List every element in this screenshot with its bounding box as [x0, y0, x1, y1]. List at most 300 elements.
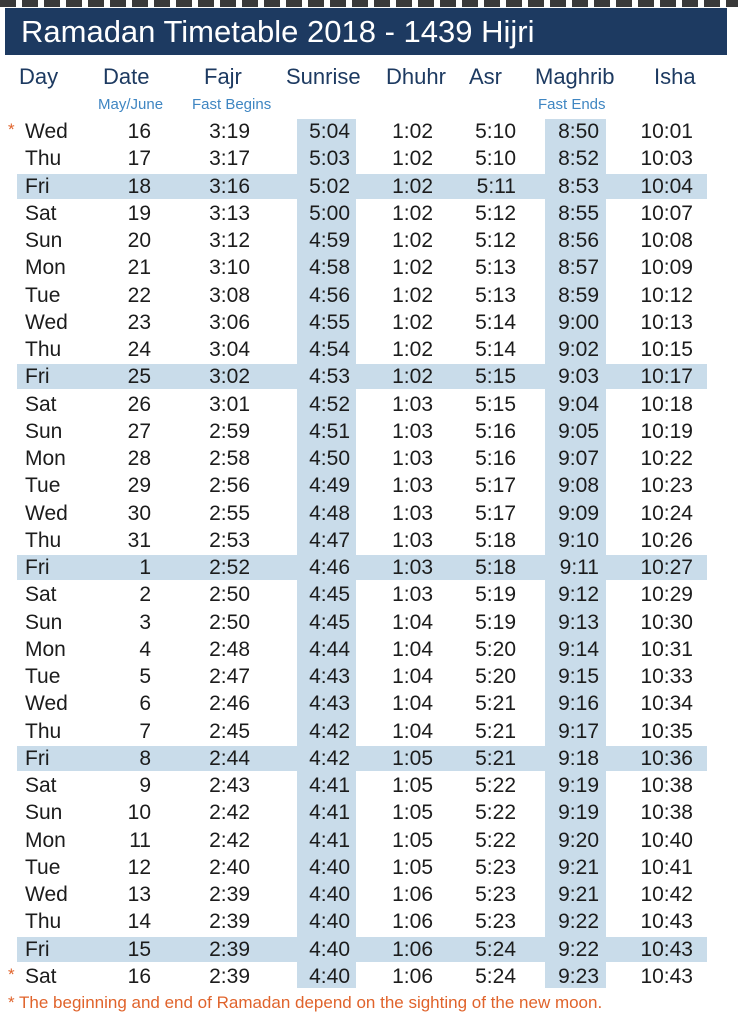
header-date: Date: [103, 64, 150, 89]
cell-dhuhr: 1:06: [392, 910, 433, 933]
cell-day: Sat: [25, 202, 57, 225]
cell-dhuhr: 1:03: [392, 556, 433, 579]
table-row: [0, 309, 738, 336]
cell-sunrise: 4:40: [309, 883, 350, 906]
cell-date: 18: [127, 175, 151, 198]
cell-fajr: 2:39: [209, 910, 250, 933]
cell-date: 9: [139, 774, 151, 797]
cell-fajr: 2:50: [209, 583, 250, 606]
cell-date: 25: [127, 365, 151, 388]
cell-date: 8: [139, 747, 151, 770]
cell-day: Wed: [25, 883, 68, 906]
cell-date: 7: [139, 720, 151, 743]
table-row: [0, 690, 738, 717]
note-marker: *: [8, 120, 15, 139]
top-edge-strip: [0, 0, 738, 7]
cell-maghrib: 9:02: [558, 338, 599, 361]
cell-isha: 10:41: [640, 856, 693, 879]
table-row: [0, 609, 738, 636]
table-row: [0, 636, 738, 663]
cell-sunrise: 4:42: [309, 720, 350, 743]
table-row: [0, 581, 738, 608]
cell-isha: 10:01: [640, 120, 693, 143]
cell-sunrise: 5:02: [309, 175, 350, 198]
cell-asr: 5:20: [475, 638, 516, 661]
cell-sunrise: 5:03: [309, 147, 350, 170]
cell-isha: 10:43: [640, 938, 693, 961]
cell-day: Tue: [25, 284, 61, 307]
table-row: [0, 745, 738, 772]
cell-fajr: 2:45: [209, 720, 250, 743]
cell-fajr: 2:39: [209, 965, 250, 988]
cell-sunrise: 4:40: [309, 910, 350, 933]
cell-fajr: 2:43: [209, 774, 250, 797]
cell-maghrib: 9:13: [558, 611, 599, 634]
cell-fajr: 2:56: [209, 474, 250, 497]
cell-isha: 10:36: [640, 747, 693, 770]
cell-isha: 10:35: [640, 720, 693, 743]
cell-fajr: 2:39: [209, 883, 250, 906]
cell-day: Mon: [25, 256, 66, 279]
cell-fajr: 3:13: [209, 202, 250, 225]
cell-maghrib: 9:05: [558, 420, 599, 443]
header-sunrise: Sunrise: [286, 64, 361, 89]
cell-dhuhr: 1:02: [392, 256, 433, 279]
cell-day: Fri: [25, 175, 50, 198]
cell-isha: 10:12: [640, 284, 693, 307]
cell-dhuhr: 1:04: [392, 638, 433, 661]
cell-fajr: 2:50: [209, 611, 250, 634]
cell-asr: 5:19: [475, 583, 516, 606]
cell-maghrib: 9:18: [558, 747, 599, 770]
cell-fajr: 3:04: [209, 338, 250, 361]
cell-dhuhr: 1:02: [392, 229, 433, 252]
cell-date: 20: [127, 229, 151, 252]
cell-sunrise: 4:45: [309, 611, 350, 634]
cell-date: 14: [127, 910, 151, 933]
cell-isha: 10:04: [640, 175, 693, 198]
cell-date: 31: [127, 529, 151, 552]
cell-asr: 5:20: [475, 665, 516, 688]
table-row: [0, 908, 738, 935]
cell-date: 4: [139, 638, 151, 661]
cell-date: 19: [127, 202, 151, 225]
table-row: [0, 145, 738, 172]
table-row: [0, 227, 738, 254]
table-row: [0, 554, 738, 581]
cell-maghrib: 9:04: [558, 393, 599, 416]
table-row: [0, 336, 738, 363]
cell-isha: 10:26: [640, 529, 693, 552]
cell-asr: 5:11: [476, 175, 516, 198]
cell-isha: 10:34: [640, 692, 693, 715]
cell-isha: 10:27: [640, 556, 693, 579]
cell-asr: 5:14: [475, 338, 516, 361]
cell-sunrise: 4:50: [309, 447, 350, 470]
cell-maghrib: 9:23: [558, 965, 599, 988]
cell-dhuhr: 1:03: [392, 474, 433, 497]
cell-isha: 10:09: [640, 256, 693, 279]
cell-dhuhr: 1:05: [392, 747, 433, 770]
cell-sunrise: 4:44: [309, 638, 350, 661]
cell-maghrib: 9:10: [558, 529, 599, 552]
cell-dhuhr: 1:02: [392, 175, 433, 198]
cell-dhuhr: 1:02: [392, 120, 433, 143]
page-title: Ramadan Timetable 2018 - 1439 Hijri: [21, 14, 535, 49]
cell-maghrib: 8:55: [558, 202, 599, 225]
cell-asr: 5:13: [475, 284, 516, 307]
cell-asr: 5:12: [475, 202, 516, 225]
cell-fajr: 2:48: [209, 638, 250, 661]
cell-maghrib: 9:14: [558, 638, 599, 661]
cell-maghrib: 9:03: [558, 365, 599, 388]
cell-fajr: 3:16: [209, 175, 250, 198]
cell-day: Mon: [25, 829, 66, 852]
cell-date: 16: [127, 965, 151, 988]
cell-date: 27: [127, 420, 151, 443]
cell-asr: 5:23: [475, 883, 516, 906]
cell-fajr: 2:42: [209, 801, 250, 824]
cell-day: Mon: [25, 447, 66, 470]
cell-isha: 10:08: [640, 229, 693, 252]
cell-sunrise: 4:43: [309, 665, 350, 688]
cell-asr: 5:22: [475, 829, 516, 852]
cell-dhuhr: 1:03: [392, 447, 433, 470]
cell-asr: 5:22: [475, 801, 516, 824]
cell-maghrib: 9:21: [558, 883, 599, 906]
cell-fajr: 3:17: [209, 147, 250, 170]
cell-asr: 5:22: [475, 774, 516, 797]
cell-isha: 10:42: [640, 883, 693, 906]
header-isha: Isha: [654, 64, 696, 89]
cell-isha: 10:24: [640, 502, 693, 525]
cell-fajr: 3:06: [209, 311, 250, 334]
table-row: [0, 445, 738, 472]
cell-sunrise: 4:59: [309, 229, 350, 252]
cell-maghrib: 9:19: [558, 774, 599, 797]
cell-sunrise: 4:51: [309, 420, 350, 443]
cell-dhuhr: 1:02: [392, 311, 433, 334]
cell-day: Thu: [25, 529, 62, 552]
cell-maghrib: 9:22: [558, 938, 599, 961]
cell-isha: 10:23: [640, 474, 693, 497]
table-row: [0, 854, 738, 881]
cell-day: Tue: [25, 474, 61, 497]
header-dhuhr: Dhuhr: [386, 64, 446, 89]
cell-day: Sat: [25, 393, 57, 416]
cell-fajr: 3:08: [209, 284, 250, 307]
cell-fajr: 2:53: [209, 529, 250, 552]
cell-dhuhr: 1:02: [392, 147, 433, 170]
cell-asr: 5:15: [475, 393, 516, 416]
table-row: [0, 799, 738, 826]
footnote: * The beginning and end of Ramadan depend on the sighting of the new moon.: [8, 993, 603, 1012]
cell-dhuhr: 1:05: [392, 774, 433, 797]
cell-isha: 10:40: [640, 829, 693, 852]
cell-asr: 5:24: [475, 938, 516, 961]
cell-sunrise: 4:43: [309, 692, 350, 715]
cell-fajr: 2:55: [209, 502, 250, 525]
cell-dhuhr: 1:02: [392, 365, 433, 388]
cell-day: Tue: [25, 856, 61, 879]
cell-fajr: 2:44: [209, 747, 250, 770]
cell-sunrise: 4:40: [309, 856, 350, 879]
table-row: [0, 772, 738, 799]
cell-maghrib: 9:12: [558, 583, 599, 606]
cell-maghrib: 8:52: [558, 147, 599, 170]
cell-isha: 10:31: [640, 638, 693, 661]
table-row: [0, 527, 738, 554]
cell-asr: 5:16: [475, 420, 516, 443]
cell-date: 2: [139, 583, 151, 606]
cell-asr: 5:21: [475, 747, 516, 770]
cell-isha: 10:13: [640, 311, 693, 334]
cell-dhuhr: 1:03: [392, 583, 433, 606]
cell-day: Sun: [25, 611, 63, 634]
cell-maghrib: 9:17: [558, 720, 599, 743]
subheader-maghrib: Fast Ends: [538, 96, 606, 113]
cell-sunrise: 4:41: [309, 829, 350, 852]
table-row: [0, 472, 738, 499]
cell-maghrib: 9:08: [558, 474, 599, 497]
cell-fajr: 3:01: [209, 393, 250, 416]
cell-day: Thu: [25, 720, 62, 743]
cell-date: 11: [129, 829, 151, 852]
cell-asr: 5:21: [475, 720, 516, 743]
cell-isha: 10:33: [640, 665, 693, 688]
cell-isha: 10:43: [640, 965, 693, 988]
cell-isha: 10:07: [640, 202, 693, 225]
cell-day: Sun: [25, 229, 63, 252]
cell-day: Thu: [25, 910, 62, 933]
cell-asr: 5:21: [475, 692, 516, 715]
cell-day: Sun: [25, 420, 63, 443]
cell-dhuhr: 1:02: [392, 202, 433, 225]
cell-asr: 5:19: [475, 611, 516, 634]
cell-asr: 5:18: [475, 556, 516, 579]
cell-fajr: 3:02: [209, 365, 250, 388]
cell-day: Fri: [25, 938, 50, 961]
cell-sunrise: 4:53: [309, 365, 350, 388]
cell-maghrib: 9:11: [559, 556, 599, 579]
cell-sunrise: 4:41: [309, 801, 350, 824]
cell-fajr: 2:46: [209, 692, 250, 715]
cell-maghrib: 9:20: [558, 829, 599, 852]
cell-asr: 5:13: [475, 256, 516, 279]
cell-asr: 5:17: [475, 502, 516, 525]
cell-day: Fri: [25, 747, 50, 770]
header-maghrib: Maghrib: [535, 64, 615, 89]
cell-fajr: 2:47: [209, 665, 250, 688]
header-day: Day: [19, 64, 59, 89]
table-row: [0, 718, 738, 745]
cell-date: 16: [127, 120, 151, 143]
cell-isha: 10:22: [640, 447, 693, 470]
cell-day: Fri: [25, 556, 50, 579]
cell-date: 23: [127, 311, 151, 334]
cell-date: 10: [127, 801, 151, 824]
cell-asr: 5:12: [475, 229, 516, 252]
cell-day: Sat: [25, 965, 57, 988]
cell-date: 5: [139, 665, 151, 688]
cell-dhuhr: 1:06: [392, 938, 433, 961]
cell-dhuhr: 1:03: [392, 393, 433, 416]
header-fajr: Fajr: [204, 64, 242, 89]
cell-sunrise: 4:58: [309, 256, 350, 279]
cell-dhuhr: 1:02: [392, 338, 433, 361]
cell-dhuhr: 1:05: [392, 829, 433, 852]
cell-asr: 5:17: [475, 474, 516, 497]
cell-dhuhr: 1:05: [392, 856, 433, 879]
cell-isha: 10:43: [640, 910, 693, 933]
cell-day: Wed: [25, 120, 68, 143]
cell-date: 6: [139, 692, 151, 715]
cell-isha: 10:38: [640, 801, 693, 824]
cell-date: 26: [127, 393, 151, 416]
cell-fajr: 2:59: [209, 420, 250, 443]
cell-maghrib: 8:50: [558, 120, 599, 143]
cell-maghrib: 9:15: [558, 665, 599, 688]
cell-dhuhr: 1:03: [392, 420, 433, 443]
cell-sunrise: 4:55: [309, 311, 350, 334]
cell-maghrib: 8:59: [558, 284, 599, 307]
cell-day: Sat: [25, 774, 57, 797]
cell-asr: 5:15: [475, 365, 516, 388]
cell-date: 15: [127, 938, 151, 961]
cell-asr: 5:23: [475, 856, 516, 879]
cell-maghrib: 9:21: [558, 856, 599, 879]
cell-fajr: 2:39: [209, 938, 250, 961]
cell-date: 24: [127, 338, 151, 361]
cell-isha: 10:15: [640, 338, 693, 361]
cell-sunrise: 4:48: [309, 502, 350, 525]
cell-isha: 10:38: [640, 774, 693, 797]
cell-sunrise: 4:49: [309, 474, 350, 497]
cell-day: Sat: [25, 583, 57, 606]
cell-dhuhr: 1:04: [392, 611, 433, 634]
cell-fajr: 3:12: [209, 229, 250, 252]
cell-day: Fri: [25, 365, 50, 388]
subheader-fajr: Fast Begins: [192, 96, 272, 113]
cell-maghrib: 9:00: [558, 311, 599, 334]
cell-sunrise: 4:45: [309, 583, 350, 606]
note-marker: *: [8, 965, 15, 984]
cell-fajr: 3:10: [209, 256, 250, 279]
cell-date: 30: [127, 502, 151, 525]
table-row: [0, 173, 738, 200]
table-row: [0, 827, 738, 854]
cell-day: Mon: [25, 638, 66, 661]
cell-sunrise: 4:40: [309, 965, 350, 988]
cell-date: 1: [139, 556, 151, 579]
cell-maghrib: 9:19: [558, 801, 599, 824]
cell-isha: 10:03: [640, 147, 693, 170]
cell-dhuhr: 1:06: [392, 965, 433, 988]
cell-isha: 10:19: [640, 420, 693, 443]
cell-sunrise: 4:40: [309, 938, 350, 961]
cell-dhuhr: 1:04: [392, 692, 433, 715]
table-row: [0, 936, 738, 963]
header-asr: Asr: [469, 64, 502, 89]
table-row: [0, 200, 738, 227]
table-row: [0, 663, 738, 690]
cell-dhuhr: 1:02: [392, 284, 433, 307]
cell-date: 21: [127, 256, 151, 279]
cell-maghrib: 9:07: [558, 447, 599, 470]
subheader-date: May/June: [98, 96, 164, 113]
cell-maghrib: 9:16: [558, 692, 599, 715]
cell-sunrise: 4:47: [309, 529, 350, 552]
cell-date: 12: [127, 856, 151, 879]
table-row: [0, 282, 738, 309]
cell-date: 28: [127, 447, 151, 470]
cell-isha: 10:29: [640, 583, 693, 606]
cell-sunrise: 4:41: [309, 774, 350, 797]
cell-asr: 5:14: [475, 311, 516, 334]
cell-asr: 5:10: [475, 147, 516, 170]
cell-dhuhr: 1:06: [392, 883, 433, 906]
cell-day: Wed: [25, 692, 68, 715]
cell-maghrib: 8:53: [558, 175, 599, 198]
cell-day: Wed: [25, 502, 68, 525]
cell-day: Wed: [25, 311, 68, 334]
cell-sunrise: 4:52: [309, 393, 350, 416]
cell-asr: 5:23: [475, 910, 516, 933]
table-row: [0, 881, 738, 908]
cell-isha: 10:30: [640, 611, 693, 634]
cell-sunrise: 4:56: [309, 284, 350, 307]
cell-asr: 5:10: [475, 120, 516, 143]
table-row: [0, 963, 738, 990]
cell-day: Thu: [25, 147, 62, 170]
cell-maghrib: 9:09: [558, 502, 599, 525]
table-row: [0, 391, 738, 418]
cell-day: Sun: [25, 801, 63, 824]
cell-dhuhr: 1:03: [392, 502, 433, 525]
cell-fajr: 2:52: [209, 556, 250, 579]
cell-isha: 10:17: [640, 365, 693, 388]
cell-date: 29: [127, 474, 151, 497]
cell-asr: 5:24: [475, 965, 516, 988]
cell-fajr: 2:40: [209, 856, 250, 879]
table-row: [0, 418, 738, 445]
table-row: [0, 363, 738, 390]
cell-date: 13: [127, 883, 151, 906]
table-row: [0, 500, 738, 527]
cell-fajr: 2:42: [209, 829, 250, 852]
cell-isha: 10:18: [640, 393, 693, 416]
cell-dhuhr: 1:04: [392, 720, 433, 743]
cell-sunrise: 5:04: [309, 120, 350, 143]
cell-day: Tue: [25, 665, 61, 688]
cell-asr: 5:18: [475, 529, 516, 552]
cell-fajr: 2:58: [209, 447, 250, 470]
table-row: [0, 254, 738, 281]
cell-date: 22: [127, 284, 151, 307]
cell-dhuhr: 1:05: [392, 801, 433, 824]
title-bar: [5, 8, 727, 55]
cell-maghrib: 8:57: [558, 256, 599, 279]
cell-sunrise: 4:54: [309, 338, 350, 361]
cell-dhuhr: 1:04: [392, 665, 433, 688]
cell-fajr: 3:19: [209, 120, 250, 143]
cell-date: 3: [139, 611, 151, 634]
cell-maghrib: 9:22: [558, 910, 599, 933]
cell-sunrise: 4:42: [309, 747, 350, 770]
cell-sunrise: 4:46: [309, 556, 350, 579]
cell-maghrib: 8:56: [558, 229, 599, 252]
cell-day: Thu: [25, 338, 62, 361]
